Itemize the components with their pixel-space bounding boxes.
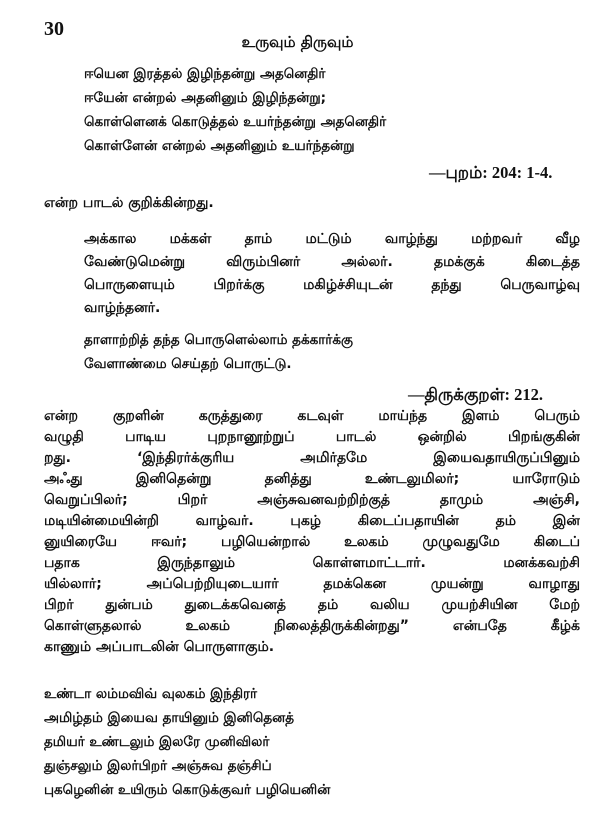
- paragraph-line: வெறுப்பிலர்; பிறர் அஞ்சுவனவற்றிற்குத் தாமும் அஞ்சி,: [44, 492, 580, 508]
- verse-line: ஈயேன் என்றல் அதனினும் இழிந்தன்று;: [84, 90, 327, 106]
- running-title: உருவும் திருவும்: [241, 33, 354, 51]
- verse-line: துஞ்சலும் இலர்பிறர் அஞ்சுவ தஞ்சிப்: [44, 758, 272, 774]
- verse-line: தாளாற்றித் தந்த பொருளெல்லாம் தக்கார்க்கு: [84, 332, 353, 348]
- paragraph-1: [84, 228, 580, 320]
- verse-line: ஈயென இரத்தல் இழிந்தன்று அதனெதிர்: [84, 66, 326, 82]
- paragraph-line: காணும் அப்பாடலின் பொருளாகும்.: [44, 639, 275, 655]
- citation-puram: —புறம்: 204: 1-4.: [429, 163, 553, 182]
- verse-line: அமிழ்தம் இயைவ தாயினும் இனிதெனத்: [44, 710, 295, 726]
- paragraph-line: யில்லார்; அப்பெற்றியுடையார் தமக்கென முயன்று வாழாது: [44, 576, 580, 592]
- paragraph-line: பதாக இருந்தாலும் கொள்ளமாட்டார். மனக்கவற்சி: [44, 555, 580, 571]
- verse-block-2: [84, 328, 353, 376]
- paragraph-2: [44, 406, 580, 658]
- paragraph-line: என்ற குறளின் கருத்துரை கடவுள் மாய்ந்த இளம் பெரும்: [44, 408, 580, 424]
- verse-line: கொள்ளேன் என்றல் அதனினும் உயர்ந்தன்று: [84, 138, 355, 154]
- intro-line: என்ற பாடல் குறிக்கின்றது.: [44, 195, 214, 211]
- verse-line: தமியர் உண்டலும் இலரே முனிவிலர்: [44, 734, 270, 750]
- verse-line: கொள்ளெனக் கொடுத்தல் உயர்ந்தன்று அதனெதிர்: [84, 114, 387, 130]
- verse-block-1: [84, 62, 386, 158]
- verse-block-3: [44, 682, 330, 802]
- paragraph-line: பொருளையும் பிறர்க்கு மகிழ்ச்சியுடன் தந்து பெருவாழ்வு: [84, 277, 580, 293]
- verse-line: உண்டா லம்மவிவ் வுலகம் இந்திரர்: [44, 686, 258, 702]
- paragraph-line: கொள்ளுதலால் உலகம் நிலைத்திருக்கின்றது” என்பதே கீழ்க்: [44, 618, 580, 634]
- paragraph-line: னுயிரையே ஈவர்; பழியென்றால் உலகம் முழுவதுமே கிடைப்: [44, 534, 580, 550]
- paragraph-line: வழுதி பாடிய புறநானூற்றுப் பாடல் ஒன்றில் பிறங்குகின்: [44, 429, 580, 445]
- paragraph-line: வாழ்ந்தனர்.: [84, 300, 161, 316]
- paragraph-line: அக்கால மக்கள் தாம் மட்டும் வாழ்ந்து மற்றவர் வீழ: [84, 231, 580, 247]
- paragraph-line: றது. ‘இந்திரர்க்குரிய அமிர்தமே இயைவதாயிருப்பினும்: [44, 450, 580, 466]
- paragraph-line: வேண்டுமென்று விரும்பினர் அல்லர். தமக்குக் கிடைத்த: [84, 254, 580, 270]
- verse-line: வேளாண்மை செய்தற் பொருட்டு.: [84, 356, 292, 372]
- paragraph-line: மடியின்மையின்றி வாழ்வர். புகழ் கிடைப்பதாயின் தம் இன்: [44, 513, 580, 529]
- paragraph-line: பிறர் துன்பம் துடைக்கவெனத் தம் வலிய முயற்சியின மேற்: [44, 597, 580, 613]
- verse-line: புகழெனின் உயிரும் கொடுக்குவர் பழியெனின்: [44, 782, 331, 798]
- paragraph-line: அஃது இனிதென்று தனித்து உண்டலுமிலர்; யாரோடும்: [44, 471, 580, 487]
- citation-thirukkural: —திருக்குறள்: 212.: [408, 385, 544, 404]
- page-number: 30: [44, 18, 64, 40]
